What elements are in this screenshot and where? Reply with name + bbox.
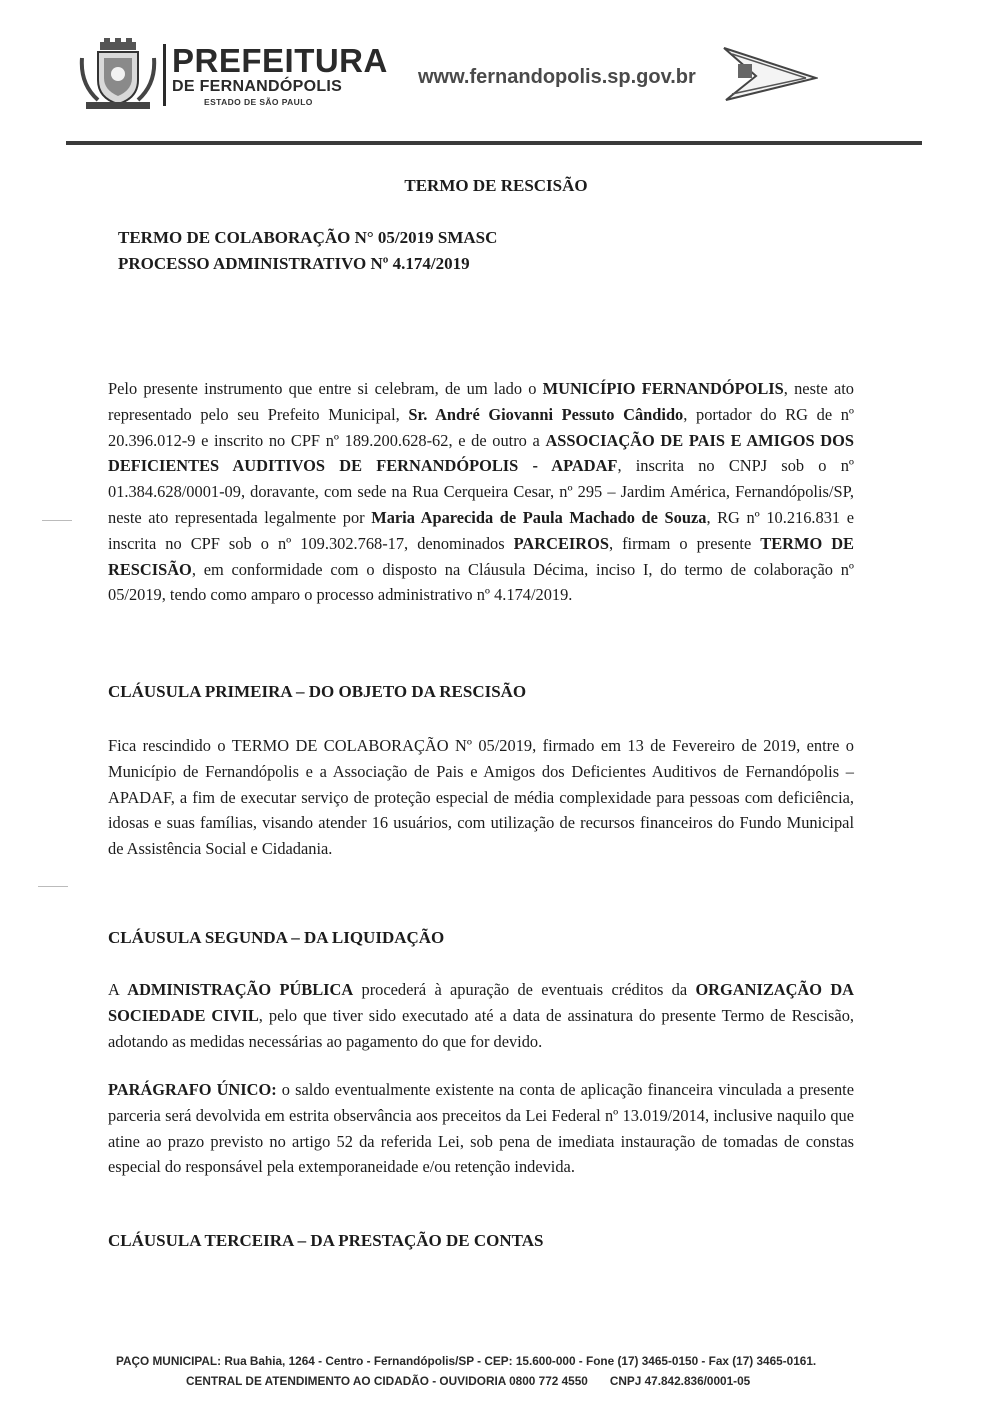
- intro-bold-association: ASSOCIAÇÃO DE PAIS E AMIGOS DOS DEFICIENTES AUDITIVOS DE FERNANDÓPOLIS - APADAF: [108, 430, 854, 476]
- intro-paragraph: [108, 376, 854, 608]
- scan-artifact: [38, 886, 68, 887]
- city-emblem-icon: [722, 42, 818, 104]
- brand-block: [172, 44, 388, 109]
- administrative-process-number: PROCESSO ADMINISTRATIVO Nº 4.174/2019: [118, 254, 470, 273]
- footer-ombudsman: CENTRAL DE ATENDIMENTO AO CIDADÃO - OUVIDORIA 0800 772 4550: [186, 1374, 588, 1388]
- footer-cnpj: CNPJ 47.842.836/0001-05: [609, 1374, 751, 1388]
- clause-1-text: Fica rescindido o TERMO DE COLABORAÇÃO Nº 05/2019, firmado em 13 de Fevereiro de 2019, entre o Município de Fernandópolis e a Associação de Pais e Amigos dos Deficientes Auditivos de Fernandópolis – APADAF, a fim de executar serviço de proteção especial de média complexidade para pessoas com deficiência, idosas e suas famílias, visando atender 16 usuários, com utilização de recursos financeiros do Fundo Municipal de Assistência Social e Cidadania.: [108, 736, 854, 859]
- intro-text-2: , neste ato representado pelo seu Prefeito Municipal,: [108, 379, 855, 424]
- intro-text-7: , em conformidade com o disposto na Cláusula Décima, inciso I, do termo de colaboração nº 05/2019, tendo como amparo o processo administrativo nº 4.174/2019.: [108, 559, 854, 605]
- intro-text-1: Pelo presente instrumento que entre si celebram, de um lado o: [108, 379, 543, 398]
- intro-bold-termination: TERMO DE RESCISÃO: [108, 533, 854, 579]
- scan-artifact: [42, 520, 72, 521]
- letterhead: [0, 0, 992, 150]
- footer-contact: [186, 1374, 750, 1388]
- intro-text-4: , inscrita no CNPJ sob o nº 01.384.628/0001-09, doravante, com sede na Rua Cerqueira Cesar, nº 295 – Jardim América, Fernandópolis/SP, neste ato representada legalmente por: [108, 456, 854, 527]
- header-rule: [66, 141, 922, 145]
- clause-2-paragraph: [108, 977, 854, 1054]
- brand-title: PREFEITURA: [172, 42, 388, 79]
- single-paragraph-text: o saldo eventualmente existente na conta de aplicação financeira vinculada a presente parceria será devolvida em estrita observância aos preceitos da Lei Federal nº 13.019/2014, inclusive naquilo que atine ao prazo previsto no artigo 52 da referida Lei, sob pena de imediata instauração de tomadas de constas especial do responsável pela extemporaneidade e/ou retenção indevida.: [108, 1080, 854, 1177]
- intro-bold-representative: Maria Aparecida de Paula Machado de Souza: [371, 507, 707, 527]
- clause-2-text-3: , pelo que tiver sido executado até a data de assinatura do presente Termo de Rescisão, adotando as medidas necessárias ao pagamento do que for devido.: [108, 1005, 854, 1051]
- intro-text-3: , portador do RG de nº 20.396.012-9 e inscrito no CPF nº 189.200.628-62, e de outro a: [108, 404, 855, 450]
- clause-2-text-2: procederá à apuração de eventuais créditos da: [353, 980, 696, 999]
- municipal-coat-of-arms-icon: [78, 38, 158, 110]
- single-paragraph-label: PARÁGRAFO ÚNICO:: [108, 1080, 277, 1099]
- clause-2-bold-civil-org: ORGANIZAÇÃO DA SOCIEDADE CIVIL: [108, 980, 854, 1025]
- collaboration-term-number: TERMO DE COLABORAÇÃO N° 05/2019 SMASC: [118, 228, 498, 247]
- brand-subtitle: DE FERNANDÓPOLIS: [172, 78, 343, 95]
- clause-2-heading: CLÁUSULA SEGUNDA – DA LIQUIDAÇÃO: [108, 928, 445, 947]
- clause-2-bold-public-admin: ADMINISTRAÇÃO PÚBLICA: [127, 980, 354, 999]
- clause-1-heading: CLÁUSULA PRIMEIRA – DO OBJETO DA RESCISÃO: [108, 682, 527, 701]
- intro-bold-mayor: Sr. André Giovanni Pessuto Cândido: [408, 404, 684, 424]
- single-paragraph: [108, 1077, 854, 1180]
- clause-3-heading: CLÁUSULA TERCEIRA – DA PRESTAÇÃO DE CONTAS: [108, 1231, 544, 1250]
- website-url: www.fernandopolis.sp.gov.br: [418, 66, 696, 88]
- header-divider: [163, 44, 166, 106]
- brand-state: ESTADO DE SÃO PAULO: [204, 97, 313, 107]
- intro-text-6: , firmam o presente: [608, 533, 761, 553]
- clause-2-text-1: A: [108, 980, 128, 999]
- intro-bold-partners: PARCEIROS: [513, 533, 609, 553]
- footer-address: PAÇO MUNICIPAL: Rua Bahia, 1264 - Centro - Fernandópolis/SP - CEP: 15.600-000 - Fone (17) 3465-0150 - Fax (17) 3465-0161.: [116, 1354, 817, 1368]
- document-title: TERMO DE RESCISÃO: [404, 176, 588, 195]
- intro-bold-municipality: MUNICÍPIO FERNANDÓPOLIS: [542, 379, 784, 398]
- intro-text-5: , RG nº 10.216.831 e inscrita no CPF sob o nº 109.302.768-17, denominados: [108, 507, 854, 553]
